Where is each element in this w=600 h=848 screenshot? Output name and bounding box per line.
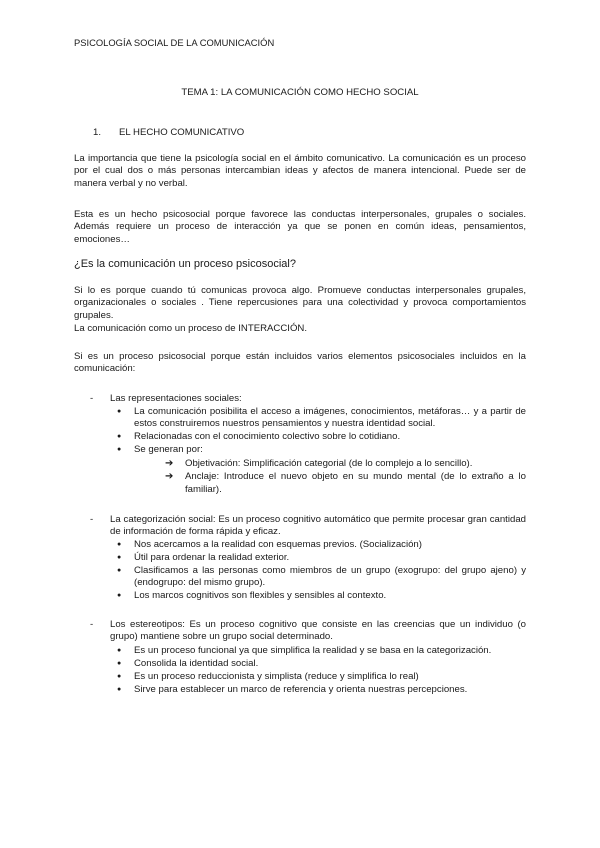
list-item: ● Se generan por: <box>110 444 526 456</box>
arrow-item <box>165 471 526 496</box>
list-item: ● Útil para ordenar la realidad exterior. <box>110 552 526 565</box>
bullet-list-representaciones <box>110 406 526 456</box>
list-item: ● La comunicación posibilita el acceso a imágenes, conocimientos, metáforas… y a partir de estos construiremos nuestros pensamientos y nuestra identidad social. <box>110 406 526 431</box>
question-heading: ¿Es la comunicación un proceso psicosocial? <box>74 258 296 270</box>
list-item: ● Los marcos cognitivos son flexibles y sensibles al contexto. <box>110 590 526 602</box>
list-item: ● Es un proceso reduccionista y simplista (reduce y simplifica lo real) <box>110 671 526 684</box>
list-item: ● Consolida la identidad social. <box>110 658 526 671</box>
list-dash: - <box>90 619 94 630</box>
bullet-list-estereotipos <box>110 645 526 696</box>
paragraph-intro: La importancia que tiene la psicología social en el ámbito comunicativo. La comunicación es un proceso por el cual dos o más personas intercambian ideas y afectos de manera intencional. Puede ser de manera verbal y no verbal. <box>74 153 526 189</box>
arrow-list-generacion <box>165 458 526 496</box>
list-item: ● Clasificamos a las personas como miembros de un grupo (exogrupo: del grupo ajeno) y (endogrupo: del mismo grupo). <box>110 565 526 590</box>
arrow-icon: ➔ <box>165 458 174 469</box>
paragraph-elements-intro: Si es un proceso psicosocial porque están incluidos varios elementos psicosociales incluidos en la comunicación: <box>74 351 526 375</box>
section-label: EL HECHO COMUNICATIVO <box>119 127 245 138</box>
arrow-item <box>165 458 526 470</box>
list-dash: - <box>90 393 94 404</box>
arrow-item-text: Anclaje: Introduce el nuevo objeto en su mundo mental (de lo extraño a lo familiar). <box>185 471 526 495</box>
paragraph-psicosocial: Esta es un hecho psicosocial porque favorece las conductas interpersonales, grupales o sociales. Además requiere un proceso de interacción ya que se ponen en común ideas, pensamientos, emociones… <box>74 209 526 245</box>
page-title: TEMA 1: LA COMUNICACIÓN COMO HECHO SOCIAL <box>181 87 419 98</box>
section-number: 1. <box>93 127 102 138</box>
paragraph-interaction: La comunicación como un proceso de INTERACCIÓN. <box>74 323 308 334</box>
arrow-item-text: Objetivación: Simplificación categorial (de lo complejo a lo sencillo). <box>185 458 473 469</box>
list-item: ● Es un proceso funcional ya que simplifica la realidad y se basa en la categorización. <box>110 645 526 658</box>
list-item: ● Sirve para establecer un marco de referencia y orienta nuestras percepciones. <box>110 684 526 696</box>
list-item: ● Relacionadas con el conocimiento colectivo sobre lo cotidiano. <box>110 431 526 444</box>
arrow-icon: ➔ <box>165 471 174 483</box>
list-item: ● Nos acercamos a la realidad con esquemas previos. (Socialización) <box>110 539 526 552</box>
page-header: PSICOLOGÍA SOCIAL DE LA COMUNICACIÓN <box>74 37 275 48</box>
paragraph-answer: Si lo es porque cuando tú comunicas provoca algo. Promueve conductas interpersonales grupales, organizacionales o sociales . Tiene repercusiones para una colectividad y provoca comportamientos grupales. <box>74 285 526 321</box>
item-categorizacion-title: La categorización social: Es un proceso cognitivo automático que permite procesar gran cantidad de información de forma rápida y eficaz. <box>110 514 526 538</box>
list-dash: - <box>90 514 94 525</box>
bullet-list-categorizacion <box>110 539 526 602</box>
item-representaciones-title: Las representaciones sociales: <box>110 393 242 404</box>
section-heading <box>93 127 244 139</box>
item-estereotipos-title: Los estereotipos: Es un proceso cognitivo que consiste en las creencias que un individuo (o grupo) mantiene sobre un grupo social determinado. <box>110 619 526 643</box>
